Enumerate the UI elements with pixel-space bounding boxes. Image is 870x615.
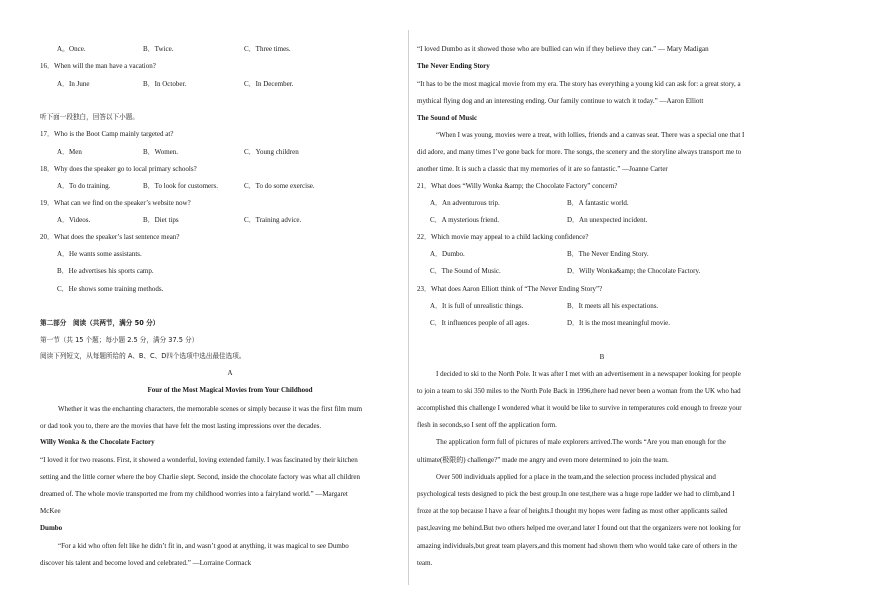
movie1-quote-line3: dreamed of. The whole movie transported me from my childhood worries into a fairyland world.” —Margaret: [40, 490, 348, 498]
column-divider: [408, 30, 409, 585]
passage-b-p3-line2: psychological tests designed to pick the best group.In one test,there was a huge rope ladder we had to climb,and I: [417, 490, 735, 498]
q22-option-d: D．Willy Wonka&amp; the Chocolate Factory.: [567, 267, 701, 275]
passage-b-p2-line2: ultimate(极限的) challenge?” made me angry and even more determined to join the team.: [417, 456, 669, 464]
q22-option-b: B．The Never Ending Story.: [567, 250, 649, 258]
q23-option-b: B．It meets all his expectations.: [567, 302, 659, 310]
listen-note: 听下面一段独白，回答以下小题。: [40, 113, 139, 121]
movie1-quote-line4: McKee: [40, 507, 61, 515]
q21-option-b: B．A fantastic world.: [567, 199, 629, 207]
passage-b-p1-line1: I decided to ski to the North Pole. It was after I met with an advertisement in a newspaper looking for people: [436, 370, 741, 378]
movie2-title: Dumbo: [40, 524, 63, 532]
passage-b-p1-line4: flesh in seconds,so I sent off the application form.: [417, 421, 557, 429]
passage-b-p1-line3: accomplished this challenge I wondered what it would be like to survive in temperatures cold enough to freeze your: [417, 404, 742, 412]
q19-option-c: C．Training advice.: [244, 216, 302, 224]
q17-option-c: C．Young children: [244, 148, 299, 156]
q15-option-a: A。Once.: [57, 45, 86, 53]
movie1-title: Willy Wonka & the Chocolate Factory: [40, 438, 155, 446]
q17-option-b: B．Women.: [143, 148, 179, 156]
passage-a-title: Four of the Most Magical Movies from Your Childhood: [147, 386, 313, 394]
q20-option-c: C．He shows some training methods.: [57, 285, 164, 293]
q23-option-d: D．It is the most meaningful movie.: [567, 319, 671, 327]
passage-b-label: B: [599, 353, 605, 361]
passage-a-intro-line2: or dad took you to, there are the movies that have felt the most lasting impressions over the decades.: [40, 422, 322, 430]
q16-stem: 16．When will the man have a vacation?: [40, 62, 156, 70]
movie3-quote-line2: mythical flying dog and an interesting ending. Our family continue to watch it today.” —Aaron Elliott: [417, 97, 704, 105]
movie1-quote-line2: setting and the little corner where the boy Charlie slept. Second, inside the chocolate factory was what all children: [40, 473, 360, 481]
q18-option-b: B．To look for customers.: [143, 182, 218, 190]
movie3-quote-line1: “It has to be the most magical movie from my era. The story has everything a young kid can ask for: a great story, a: [417, 80, 741, 88]
q18-stem: 18．Why does the speaker go to local primary schools?: [40, 165, 197, 173]
q19-option-a: A．Videos.: [57, 216, 91, 224]
q18-option-a: A．To do training.: [57, 182, 111, 190]
passage-b-p3-line1: Over 500 individuals applied for a place in the team,and the selection process included physical and: [436, 473, 716, 481]
q16-option-a: A．In June: [57, 80, 90, 88]
q15-option-c: C．Three times.: [244, 45, 291, 53]
q22-option-a: A．Dumbo.: [430, 250, 465, 258]
q17-stem: 17．Who is the Boot Camp mainly targeted at?: [40, 130, 174, 138]
q20-option-a: A．He wants some assistants.: [57, 250, 142, 258]
passage-b-p1-line2: to join a team to ski 350 miles to the North Pole Back in 1996,there had never been a woman from the UK who had: [417, 387, 741, 395]
passage-b-p2-line1: The application form full of pictures of male explorers arrived.The words “Are you man enough for the: [436, 438, 726, 446]
q23-option-a: A．It is full of unrealistic things.: [430, 302, 524, 310]
section-instructions: 阅读下列短文，从每题所给的 A、B、C、D四个选项中选出最佳选项。: [40, 352, 246, 360]
q20-stem: 20．What does the speaker’s last sentence mean?: [40, 233, 180, 241]
passage-b-p3-line5: amazing individuals,but great team players,and this moment had shown them who would take care of others in the: [417, 542, 738, 550]
q21-stem: 21．What does “Willy Wonka &amp; the Chocolate Factory” concern?: [417, 182, 618, 190]
q23-option-c: C．It influences people of all ages.: [430, 319, 530, 327]
movie1-quote-line1: “I loved it for two reasons. First, it showed a wonderful, loving extended family. I was fascinated by their kitchen: [40, 456, 358, 464]
q19-stem: 19．What can we find on the speaker’s website now?: [40, 199, 191, 207]
q23-stem: 23．What does Aaron Elliott think of “The Never Ending Story”?: [417, 285, 603, 293]
q19-option-b: B．Diet tips: [143, 216, 179, 224]
q21-option-c: C．A mysterious friend.: [430, 216, 500, 224]
q15-option-b: B．Twice.: [143, 45, 174, 53]
section-title: 第二部分 阅读（共两节，满分 50 分）: [40, 319, 160, 327]
movie4-quote-line2: did adore, and many times I’ve gone back for more. The songs, the scenery and the storyline always transport me to: [417, 148, 742, 156]
passage-b-p3-line3: froze at the top because I have a fear of heights.I thought my hopes were fading as most other applicants sailed: [417, 507, 728, 515]
section-subtitle: 第一节（共 15 个题；每小题 2.5 分，满分 37.5 分）: [40, 336, 199, 344]
q16-option-b: B．In October.: [143, 80, 187, 88]
passage-a-intro-line1: Whether it was the enchanting characters, the memorable scenes or simply because it was the first film mum: [58, 405, 363, 413]
movie4-quote-line1: “When I was young, movies were a treat, with lollies, friends and a canvas seat. There was a special one that I: [436, 131, 745, 139]
q20-option-b: B．He advertises his sports camp.: [57, 267, 154, 275]
q17-option-a: A．Men: [57, 148, 82, 156]
passage-b-p3-line4: past,leaving me behind.But two others helped me over,and later I found out that the organizers were not looking for: [417, 524, 741, 532]
movie4-title: The Sound of Music: [417, 114, 478, 122]
dumbo-quote-2: “I loved Dumbo as it showed those who are bullied can win if they believe they can.” — Mary Madigan: [417, 45, 709, 53]
q21-option-d: D．An unexpected incident.: [567, 216, 648, 224]
movie2-quote-line2: discover his talent and become loved and celebrated.” —Lorraine Cormack: [40, 559, 252, 567]
movie2-quote-line1: “For a kid who often felt like he didn’t fit in, and wasn’t good at anything, it was magical to see Dumbo: [58, 542, 349, 550]
q22-option-c: C．The Sound of Music.: [430, 267, 501, 275]
passage-b-p3-line6: team.: [417, 559, 433, 567]
q22-stem: 22．Which movie may appeal to a child lacking confidence?: [417, 233, 589, 241]
q18-option-c: C．To do some exercise.: [244, 182, 315, 190]
q21-option-a: A．An adventurous trip.: [430, 199, 500, 207]
passage-a-label: A: [227, 369, 233, 377]
q16-option-c: C．In December.: [244, 80, 294, 88]
movie3-title: The Never Ending Story: [417, 62, 490, 70]
movie4-quote-line3: another time. It is such a classic that my memories of it are so fantastic.” —Joanne Carter: [417, 165, 668, 173]
